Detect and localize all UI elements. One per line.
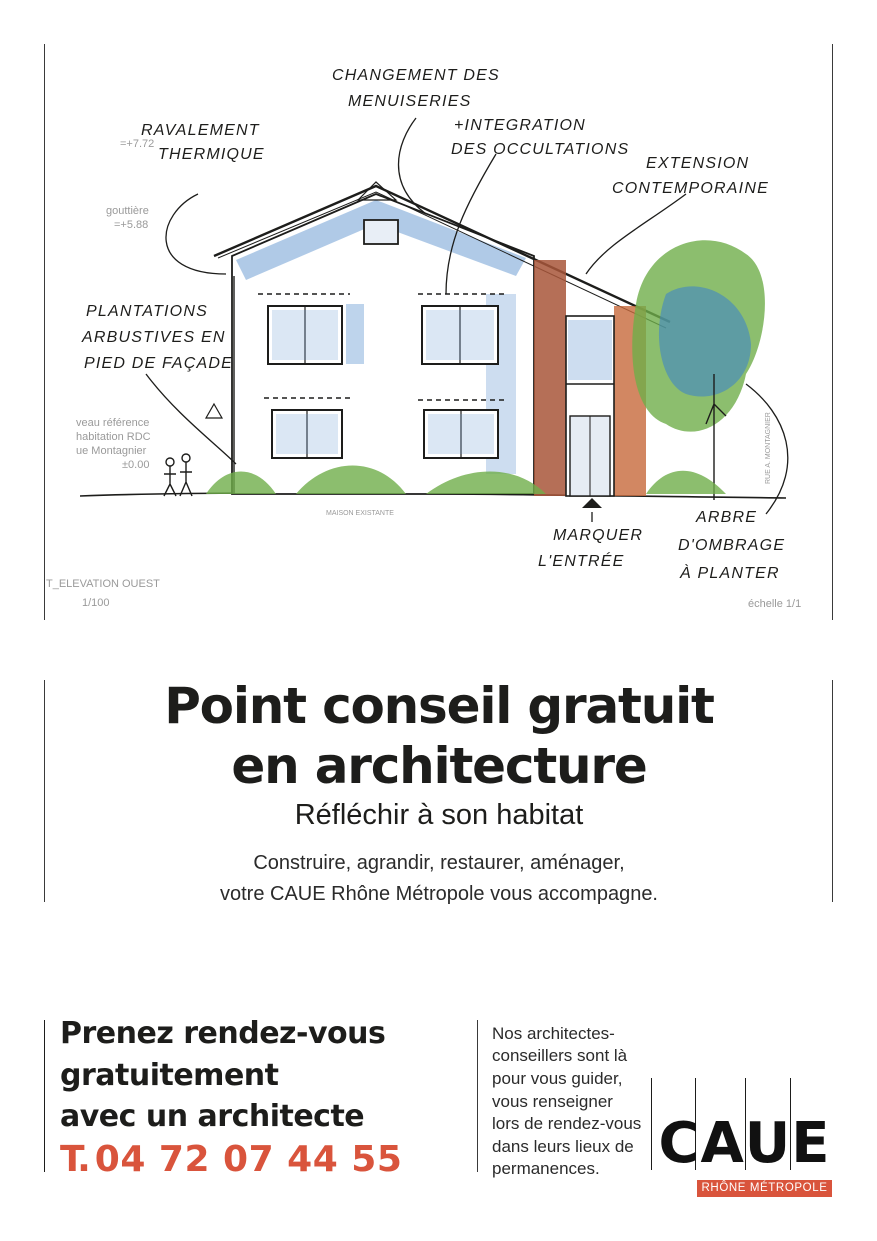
annotation-menuiseries-1: CHANGEMENT DES: [332, 67, 500, 84]
note-line-6: dans leurs lieux de: [492, 1137, 634, 1156]
facade-shade-mid: [346, 304, 364, 364]
annotation-plantations-3: PIED DE FAÇADE: [84, 355, 233, 372]
plan-label-ref-2: habitation RDC: [76, 431, 151, 443]
frame-rule-left-top: [44, 44, 45, 620]
logo-subtitle: RHÔNE MÉTROPOLE: [697, 1180, 832, 1197]
annotation-arbre-1: ARBRE: [696, 509, 758, 526]
extension-glazing-upper: [568, 320, 612, 380]
annotation-extension-2: CONTEMPORAINE: [612, 180, 769, 197]
annotation-entree-1: MARQUER: [553, 527, 644, 544]
window-lower-left: [272, 410, 342, 458]
intro-line-1: Construire, agrandir, restaurer, aménager,: [253, 852, 625, 874]
logo-letter-u: U: [744, 1111, 791, 1176]
phone-digits: 04 72 07 44 55: [94, 1139, 403, 1180]
window-upper-left: [268, 306, 342, 364]
frame-rule-left-bottom: [44, 1020, 45, 1172]
architecture-sketch: [46, 44, 834, 620]
logo-letters: [658, 1111, 830, 1176]
frame-rule-divider: [477, 1020, 478, 1172]
note-line-5: lors de rendez-vous: [492, 1114, 642, 1133]
logo-bar-1: [651, 1078, 652, 1170]
window-lower-right: [424, 410, 498, 458]
plan-label-scale-right: échelle 1/1: [748, 598, 802, 610]
plan-label-scale-left: 1/100: [82, 597, 110, 609]
phone-number[interactable]: [60, 1138, 402, 1182]
logo-letter-c: C: [658, 1111, 700, 1176]
shade-tree: [632, 240, 765, 500]
annotation-menuiseries-2: MENUISERIES: [348, 93, 472, 110]
plan-label-faitage: =+7.72: [120, 138, 155, 150]
people-figures: [164, 454, 192, 496]
plan-label-ref-1: veau référence: [76, 417, 150, 429]
note-line-7: permanences.: [492, 1159, 600, 1178]
phone-prefix: T.: [60, 1139, 89, 1180]
window-upper-right: [422, 306, 498, 364]
annotation-occultations-1: +INTEGRATION: [454, 117, 586, 134]
plan-label-gouttiere: gouttière: [106, 205, 149, 217]
logo-letter-a: A: [700, 1111, 744, 1176]
entrance-marker: [582, 498, 602, 508]
annotation-ravalement-1: RAVALEMENT: [141, 122, 260, 139]
plan-label-ref-4: ±0.00: [122, 459, 150, 471]
attic-window: [364, 220, 398, 244]
logo-letter-e: E: [791, 1111, 830, 1176]
plan-label-rue: RUE A. MONTAGNIER: [765, 412, 772, 484]
plan-label-elevation: T_ELEVATION OUEST: [46, 578, 160, 590]
plan-label-ref-3: ue Montagnier: [76, 445, 147, 457]
warning-sign: [206, 404, 222, 418]
annotation-ravalement-2: THERMIQUE: [158, 146, 265, 163]
annotation-plantations-1: PLANTATIONS: [86, 303, 208, 320]
frame-rule-left-mid: [44, 680, 45, 902]
note-line-3: pour vous guider,: [492, 1069, 623, 1088]
cta-line-1: Prenez rendez-vous: [60, 1016, 386, 1051]
note-line-2: conseillers sont là: [492, 1046, 628, 1065]
subtitle: Réfléchir à son habitat: [294, 799, 584, 831]
cta-line-3: avec un architecte: [60, 1099, 365, 1134]
extension-brick-left: [534, 260, 566, 496]
annotation-entree-2: L'ENTRÉE: [538, 553, 625, 570]
cta-line-2: gratuitement: [60, 1058, 279, 1093]
annotation-extension-1: EXTENSION: [646, 155, 750, 172]
annotation-arbre-3: À PLANTER: [680, 565, 780, 582]
intro-line-2: votre CAUE Rhône Métropole vous accompagne.: [219, 883, 658, 905]
title-line-2: en architecture: [231, 737, 647, 795]
note-line-4: vous renseigner: [492, 1092, 613, 1111]
annotation-arbre-2: D'OMBRAGE: [678, 537, 786, 554]
annotation-occultations-2: DES OCCULTATIONS: [451, 141, 630, 158]
note-line-1: Nos architectes-: [492, 1024, 615, 1043]
annotation-plantations-2: ARBUSTIVES EN: [82, 329, 226, 346]
frame-rule-right-mid: [832, 680, 833, 902]
plan-label-maison: MAISON EXISTANTE: [326, 510, 394, 517]
title-line-1: Point conseil gratuit: [164, 677, 714, 735]
plan-label-gouttiere-level: =+5.88: [114, 219, 149, 231]
